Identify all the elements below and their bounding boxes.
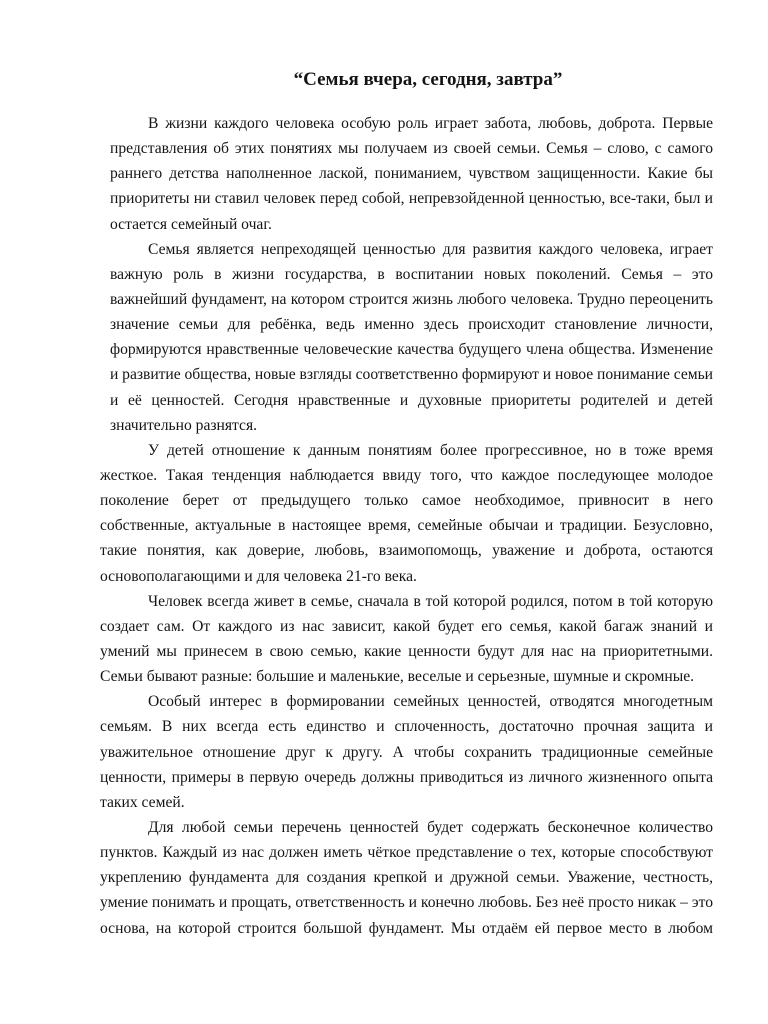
text-line: и развитие общества, новые взгляды соответственно формируют и новое понимание семьи (110, 366, 713, 384)
text-line: такие понятия, как доверие, любовь, взаимопомощь, уважение и доброта, остаются (100, 542, 713, 560)
text-line: собственные, актуальные в настоящее время, семейные обычаи и традиции. Безусловно, (100, 517, 713, 535)
text-line: умений мы принесем в свою семью, какие ценности будут для нас на приоритетными. (100, 642, 713, 660)
text-line: формируются нравственные человеческие качества будущего члена общества. Изменение (110, 341, 713, 359)
text-line: уважительное отношение друг к другу. А чтобы сохранить традиционные семейные (100, 743, 713, 761)
text-line: и её ценностей. Сегодня нравственные и духовные приоритеты родителей и детей (110, 391, 713, 409)
text-line: приоритеты ни ставил человек перед собой, непревзойденной ценностью, все-таки, был и (110, 190, 713, 208)
document-body (0, 111, 768, 941)
text-line: Для любой семьи перечень ценностей будет содержать бесконечное количество (148, 818, 713, 836)
text-line: основополагающими и для человека 21-го века. (100, 567, 417, 585)
text-line: укреплению фундамента для создания крепкой и дружной семьи. Уважение, честность, (100, 869, 713, 887)
text-line: значительно разнятся. (110, 416, 258, 434)
text-line: пунктов. Каждый из нас должен иметь чёткое представление о тех, которые способствуют (100, 844, 713, 862)
text-line: В жизни каждого человека особую роль играет забота, любовь, доброта. Первые (148, 115, 713, 132)
paragraph-4 (100, 589, 713, 690)
paragraph-3 (100, 438, 713, 589)
paragraph-2 (110, 237, 713, 438)
document-title: “Семья вчера, сегодня, завтра” (293, 69, 563, 90)
paragraph-6 (100, 815, 713, 941)
text-line: важную роль в жизни государства, в воспитании новых поколений. Семья – это (110, 265, 713, 283)
text-line: ценности, примеры в первую очередь должны приводиться из личного жизненного опыта (100, 768, 713, 786)
paragraph-5 (100, 689, 713, 815)
text-line: значение семьи для ребёнка, ведь именно здесь происходит становление личности, (110, 316, 713, 334)
text-line: таких семей. (100, 793, 185, 811)
text-line: основа, на которой строится большой фундамент. Мы отдаём ей первое место в любом (100, 919, 713, 937)
text-line: важнейший фундамент, на котором строится жизнь любого человека. Трудно переоценить (110, 290, 713, 308)
text-line: У детей отношение к данным понятиям более прогрессивное, но в тоже время (148, 441, 713, 459)
text-line: Семьи бывают разные: большие и маленькие, веселые и серьезные, шумные и скромные. (100, 668, 695, 686)
paragraph-1 (110, 111, 713, 237)
text-line: представления об этих понятиях мы получаем из своей семьи. Семья – слово, с самого (110, 140, 713, 158)
text-line: жесткое. Такая тенденция наблюдается ввиду того, что каждое последующее молодое (100, 466, 713, 484)
text-line: остается семейный очаг. (110, 215, 272, 233)
text-line: поколение берет от предыдущего только самое необходимое, привносит в него (100, 492, 713, 510)
text-line: Человек всегда живет в семье, сначала в той которой родился, потом в той которую (148, 592, 713, 610)
text-line: Особый интерес в формировании семейных ценностей, отводятся многодетным (148, 693, 713, 711)
text-line: раннего детства наполненное лаской, пониманием, чувством защищенности. Какие бы (110, 165, 713, 183)
text-line: Семья является непреходящей ценностью для развития каждого человека, играет (148, 240, 713, 258)
text-line: создает сам. От каждого из нас зависит, какой будет его семья, какой багаж знаний и (100, 617, 713, 635)
text-line: семьям. В них всегда есть единство и сплоченность, достаточно прочная защита и (100, 718, 713, 736)
text-line: умение понимать и прощать, ответственность и конечно любовь. Без неё просто никак – это (100, 894, 713, 912)
